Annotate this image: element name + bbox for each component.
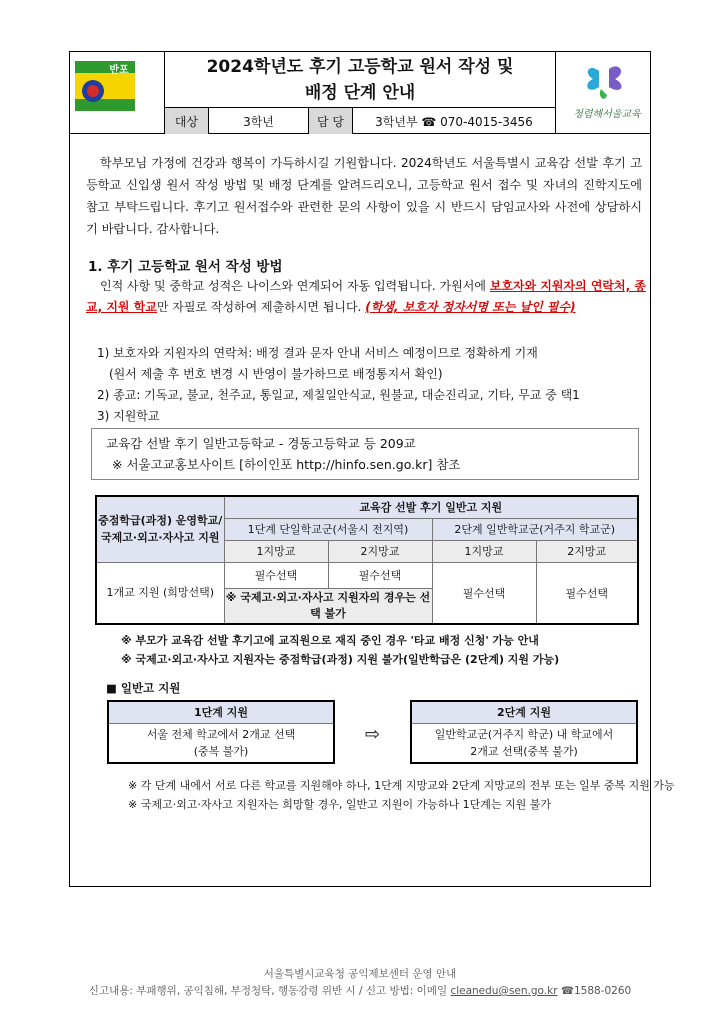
target-value: 3학년 — [209, 108, 309, 134]
header — [69, 51, 651, 134]
stage1-header: 1단계 단일학교군(서울시 전지역) — [224, 518, 432, 540]
list-item: 3) 지원학교 — [97, 409, 160, 423]
intro-paragraph: 학부모님 가정에 건강과 행복이 가득하시길 기원합니다. 2024학년도 서울특별시 교육감 선발 후기 고등학교 신입생 원서 작성 방법 및 배정 단계를 알려드리오니, 고등학교 원서 접수 및 자녀의 진학지도에 참고 부탁드립니다. 후기고 원서접수와 관련한 문의 사항이 있을 시 반드시 담임교사와 사전에 상담하시기 바랍니다. 감사합니다. — [86, 156, 642, 236]
stage2-body — [412, 724, 636, 760]
stage2-choice1-header: 1지망교 — [432, 540, 536, 562]
stage1-choice2-header: 2지망교 — [328, 540, 432, 562]
footer-title: 서울특별시교육청 공익제보센터 운영 안내 — [263, 968, 457, 980]
title-block — [164, 51, 556, 107]
footer-email-link[interactable]: cleanedu@sen.go.kr — [450, 985, 558, 997]
table-notes — [121, 631, 559, 669]
staff-label: 담 당 — [309, 108, 353, 134]
right-arrow-icon: ⇨ — [365, 724, 381, 745]
note-item: ※ 국제고·외고·자사고 지원자는 희망할 경우, 일반고 지원이 가능하나 1단계는 지원 불가 — [128, 798, 551, 811]
row-label: 1개교 지원 (희망선택) — [96, 562, 224, 624]
cell-required: 필수선택 — [328, 562, 432, 588]
stage1-choice1-header: 1지망교 — [224, 540, 328, 562]
stage1-line: (중복 불가) — [193, 745, 249, 758]
general-notes — [128, 776, 675, 814]
stage1-body — [109, 724, 333, 760]
stage2-line: 2개교 선택(중복 불가) — [470, 745, 578, 758]
footer-phone: ☎1588-0260 — [560, 985, 632, 997]
stage2-choice2-header: 2지망교 — [536, 540, 638, 562]
school-logo — [75, 61, 135, 111]
instruction-list — [97, 343, 647, 427]
note-item: ※ 각 단계 내에서 서로 다른 학교를 지원해야 하나, 1단계 지망교와 2단계 지망교의 전부 또는 일부 중복 지원 가능 — [128, 779, 675, 792]
list-item: 2) 종교: 기독교, 불교, 천주교, 통일교, 제칠일안식교, 원불교, 대순진리교, 기타, 무교 중 택1 — [97, 388, 580, 402]
note-item: ※ 부모가 교육감 선발 후기고에 교직원으로 재직 중인 경우 '타교 배정 신청' 가능 안내 — [121, 634, 539, 647]
cell-required: 필수선택 — [432, 562, 536, 624]
instruction-highlight: 보호자와 지원자의 연락처, 종교, 지원 학교 — [86, 279, 646, 314]
stage2-header: 2단계 일반학교군(거주지 학교군) — [432, 518, 638, 540]
stage1-title: 1단계 지원 — [109, 702, 333, 724]
stage1-line: 서울 전체 학교에서 2개교 선택 — [146, 728, 296, 741]
target-label: 대상 — [165, 108, 209, 134]
page-title-line2: 배정 단계 안내 — [304, 83, 416, 103]
instruction-paragraph — [86, 276, 646, 318]
school-info-box — [91, 428, 639, 480]
logo-slogan: 청렴해서울교육 — [573, 109, 641, 120]
footer-contact-text: 신고내용: 부패행위, 공익침해, 부정청탁, 행동강령 위반 시 / 신고 방법: 이메일 — [88, 985, 451, 997]
cell-required: 필수선택 — [536, 562, 638, 624]
signature-notice: (학생, 보호자 정자서명 또는 날인 필수) — [365, 300, 576, 314]
list-item-sub: (원서 제출 후 번호 변경 시 반영이 불가하므로 배정통지서 확인) — [109, 367, 443, 381]
section-title: 1. 후기 고등학교 원서 작성 방법 — [88, 259, 283, 275]
stage2-line: 일반학교군(거주지 학군) 내 학교에서 — [434, 728, 614, 741]
stage2-box — [410, 700, 638, 764]
note-item: ※ 국제고·외고·자사고 지원자는 중점학급(과정) 지원 불가(일반학급은 (2단계) 지원 가능) — [121, 653, 560, 666]
education-office-logo — [569, 59, 645, 125]
table-top-header: 교육감 선발 후기 일반고 지원 — [224, 496, 638, 518]
page-title-line1: 2024학년도 후기 고등학교 원서 작성 및 — [206, 57, 514, 77]
stage2-title: 2단계 지원 — [412, 702, 636, 724]
staff-value: 3학년부 ☎ 070-4015-3456 — [375, 114, 533, 129]
list-item: 1) 보호자와 지원자의 연락처: 배정 결과 문자 안내 서비스 예정이므로 정확하게 기재 — [97, 346, 538, 360]
logo-text: 반포 — [109, 65, 129, 76]
instruction-text-a: 인적 사항 및 중학교 성적은 나이스와 연계되어 자동 입력됩니다. 가원서에 — [100, 279, 490, 293]
general-school-title: ■ 일반고 지원 — [106, 681, 181, 695]
table-corner-header: 중점학급(과정) 운영학교/ 국제고·외고·자사고 지원 — [96, 496, 224, 562]
stage1-box — [107, 700, 335, 764]
instruction-text-b: 만 자필로 작성하여 제출하시면 됩니다. — [156, 300, 366, 314]
school-count: 교육감 선발 후기 일반고등학교 - 경동고등학교 등 209교 — [106, 436, 416, 451]
school-site-reference: ※ 서울고교홍보사이트 [하이인포 http://hinfo.sen.go.kr] 참조 — [112, 457, 461, 472]
footer-contact — [0, 983, 720, 998]
info-row — [164, 107, 556, 134]
cell-required: 필수선택 — [224, 562, 328, 588]
restriction-cell: ※ 국제고·외고·자사고 지원자의 경우는 선택 불가 — [224, 588, 432, 624]
selection-table — [95, 495, 639, 625]
